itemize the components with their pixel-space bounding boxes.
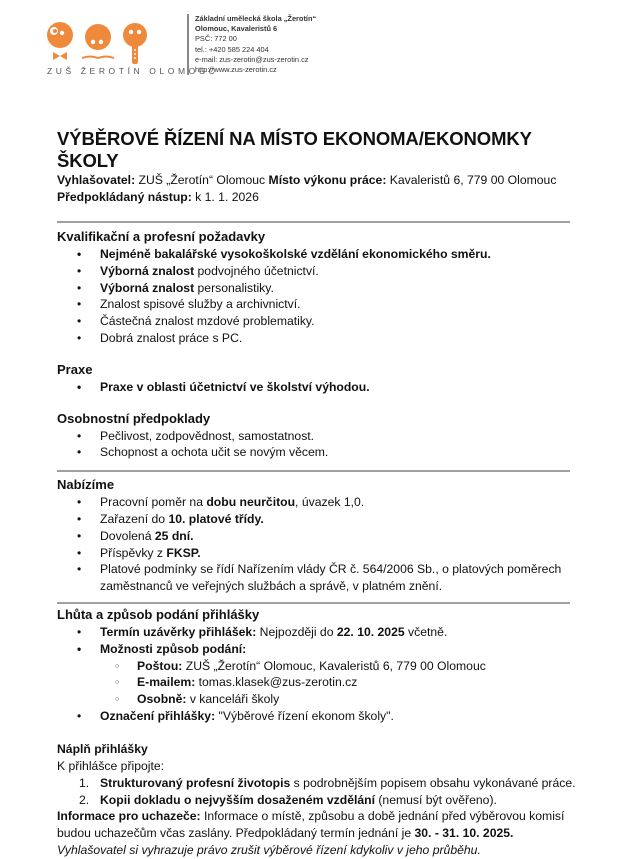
personal-list (57, 428, 577, 462)
list-item: • Znalost spisové služby a archivnictví. (57, 296, 577, 313)
list-item: • Dovolená 25 dní. (57, 528, 577, 545)
list-item: • Schopnost a ochota učit se novým věcem. (57, 444, 577, 461)
list-item: • Pracovní poměr na dobu neurčitou, úvazek 1,0. (57, 494, 577, 511)
qualifications-title: Kvalifikační a profesní požadavky (57, 229, 266, 244)
practice-title: Praxe (57, 361, 93, 377)
school-email[interactable]: e-mail: zus-zerotin@zus-zerotin.cz (195, 54, 309, 64)
list-item: • Termín uzávěrky přihlášek: Nejpozději do 22. 10. 2025 včetně. (57, 624, 577, 641)
list-item: • Označení přihlášky: "Výběrové řízení ekonom školy". (57, 708, 577, 725)
list-item: • Příspěvky z FKSP. (57, 545, 577, 562)
disclaimer: Vyhlašovatel si vyhrazuje právo zrušit výběrové řízení kdykoliv v jeho průběhu. (57, 843, 481, 858)
start-value: k 1. 1. 2026 (191, 190, 259, 204)
school-phone: tel.: +420 585 224 404 (195, 44, 269, 54)
list-item: • Možnosti způsob podání: (57, 641, 577, 658)
list-item: • Platové podmínky se řídí Nařízením vlády ČR č. 564/2006 Sb., o platových poměrech zaměstnanců ve veřejných službách a správě, v platném znění. (57, 561, 577, 595)
content-intro: K přihlášce připojte: (57, 758, 165, 773)
info-line-2: budou uchazečům včas zaslány. Předpokládaný termín jednání je 30. - 31. 10. 2025. (57, 826, 514, 841)
announcer-line (57, 172, 577, 189)
list-item: • Výborná znalost personalistiky. (57, 280, 577, 297)
letterhead (0, 0, 625, 90)
submission-method: ○ E-mailem: tomas.klasek@zus-zerotin.cz (57, 674, 577, 691)
logo-text: ZUŠ ŽEROTÍN OLOMOUC (47, 66, 219, 76)
submission-method: ○ Osobně: v kanceláři školy (57, 691, 577, 708)
page-title: VÝBĚROVÉ ŘÍZENÍ NA MÍSTO EKONOMA/EKONOMKY ŠKOLY (57, 128, 532, 171)
content-title: Náplň přihlášky (57, 741, 148, 756)
list-item: • Dobrá znalost práce s PC. (57, 330, 577, 347)
place-value: Kavaleristů 6, 779 00 Olomouc (386, 173, 557, 187)
submission-email[interactable]: tomas.klasek@zus-zerotin.cz (195, 675, 358, 690)
school-psc: PSČ: 772 00 (195, 34, 237, 44)
personal-title: Osobnostní předpoklady (57, 410, 211, 426)
list-item: • Praxe v oblasti účetnictví ve školství výhodou. (57, 379, 577, 396)
start-label: Předpokládaný nástup: (57, 190, 192, 204)
contact-block (187, 14, 316, 75)
list-item: • Zařazení do 10. platové třídy. (57, 511, 577, 528)
deadline-list (57, 624, 577, 725)
submission-method: ○ Poštou: ZUŠ „Žerotín“ Olomouc, Kavaleristů 6, 779 00 Olomouc (57, 658, 577, 675)
practice-list (57, 379, 577, 396)
content-list (57, 775, 577, 809)
start-line (57, 189, 577, 206)
offer-title: Nabízíme (57, 477, 115, 493)
list-item: • Nejméně bakalářské vysokoškolské vzdělání ekonomického směru. (57, 246, 577, 263)
school-website[interactable]: http://www.zus-zerotin.cz (195, 65, 277, 75)
school-name: Základní umělecká škola „Žerotín“ (195, 14, 317, 23)
place-label: Místo výkonu práce: (268, 173, 387, 187)
info-line-1: Informace pro uchazeče: Informace o místě, způsobu a době jednání před výběrovou komisí (57, 809, 565, 824)
announcer-label: Vyhlašovatel: (57, 173, 136, 187)
announcer-value: ZUŠ „Žerotín“ Olomouc (135, 173, 269, 187)
list-item: • Částečná znalost mzdové problematiky. (57, 313, 577, 330)
offer-list (57, 494, 577, 595)
document-body (57, 128, 577, 859)
deadline-title: Lhůta a způsob podání přihlášky (57, 606, 260, 622)
list-item: 1. Strukturovaný profesní životopis s podrobnějším popisem obsahu vykonávané práce. (79, 775, 576, 790)
school-address: Olomouc, Kavaleristů 6 (195, 24, 278, 34)
qualifications-list (57, 246, 577, 347)
list-item: 2. Kopii dokladu o nejvyšším dosaženém vzdělání (nemusí být ověřeno). (79, 792, 497, 807)
list-item: • Pečlivost, zodpovědnost, samostatnost. (57, 428, 577, 445)
list-item: • Výborná znalost podvojného účetnictví. (57, 263, 577, 280)
